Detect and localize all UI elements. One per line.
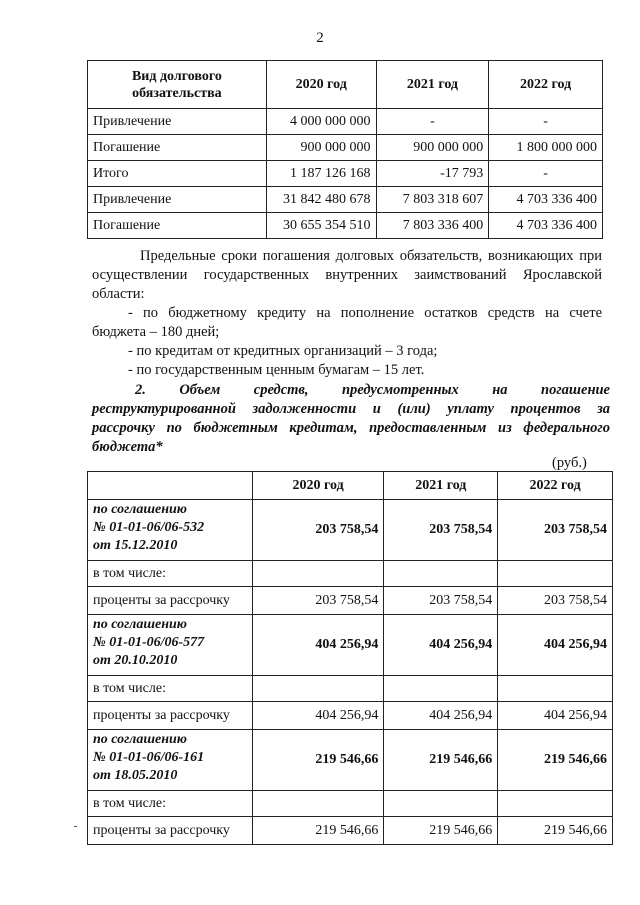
agreement-label <box>88 730 253 791</box>
table-cell: 1 187 126 168 <box>266 161 376 187</box>
table-row <box>88 213 603 239</box>
table-cell: -17 793 <box>376 161 489 187</box>
row-label: Итого <box>88 161 267 187</box>
table-cell <box>252 561 384 587</box>
table-row <box>88 730 613 791</box>
table-row <box>88 615 613 676</box>
restructured-debt-table <box>87 471 613 845</box>
row-label: Погашение <box>88 135 267 161</box>
table-cell: 404 256,94 <box>384 615 498 676</box>
column-header <box>88 472 253 500</box>
column-header: 2022 год <box>498 472 613 500</box>
list-item-line: - по бюджетному кредиту на пополнение остатков средств на счете <box>128 305 602 321</box>
agreement-line: по соглашению <box>93 617 187 632</box>
table-cell: 900 000 000 <box>266 135 376 161</box>
table-cell: - <box>489 161 603 187</box>
table-cell: 4 000 000 000 <box>266 109 376 135</box>
table-row <box>88 500 613 561</box>
table-cell: 404 256,94 <box>252 615 384 676</box>
paragraph-line: области: <box>92 286 145 302</box>
agreement-line: № 01-01-06/06-161 <box>93 750 205 765</box>
table-cell: 219 546,66 <box>498 817 613 845</box>
table-cell: - <box>489 109 603 135</box>
list-item <box>92 304 602 342</box>
table-cell: - <box>376 109 489 135</box>
table-cell: 404 256,94 <box>498 615 613 676</box>
table-cell: 404 256,94 <box>252 702 384 730</box>
column-header: Вид долгового обязательства <box>88 61 267 109</box>
table-cell: 7 803 336 400 <box>376 213 489 239</box>
table-row <box>88 109 603 135</box>
list-item: - по кредитам от кредитных организаций – 3 года; <box>128 343 438 359</box>
row-label: Привлечение <box>88 187 267 213</box>
table-cell <box>252 676 384 702</box>
deadlines-paragraph <box>92 247 602 304</box>
table-row <box>88 791 613 817</box>
agreement-line: № 01-01-06/06-577 <box>93 635 205 650</box>
agreement-line: по соглашению <box>93 502 187 517</box>
unit-label: (руб.) <box>552 455 587 471</box>
column-header: 2020 год <box>252 472 384 500</box>
table-row <box>88 676 613 702</box>
table-cell: 203 758,54 <box>252 500 384 561</box>
table-row <box>88 817 613 845</box>
table-cell <box>384 561 498 587</box>
row-label: Привлечение <box>88 109 267 135</box>
row-label: проценты за рассрочку <box>88 702 253 730</box>
agreement-line: по соглашению <box>93 732 187 747</box>
table-cell <box>252 791 384 817</box>
row-label: проценты за рассрочку <box>88 587 253 615</box>
section-heading <box>92 381 610 457</box>
table-cell: 219 546,66 <box>252 730 384 791</box>
table-header-row <box>88 472 613 500</box>
paragraph-line: Предельные сроки погашения долговых обязательств, возникающих при <box>140 248 602 264</box>
table-cell: 404 256,94 <box>498 702 613 730</box>
table-cell: 404 256,94 <box>384 702 498 730</box>
table-cell: 1 800 000 000 <box>489 135 603 161</box>
page-number: 2 <box>316 30 324 46</box>
row-label: проценты за рассрочку <box>88 817 253 845</box>
table-cell <box>498 676 613 702</box>
table-cell <box>498 791 613 817</box>
column-header: 2020 год <box>266 61 376 109</box>
heading-line: рассрочку по бюджетным кредитам, предоставленным из федерального <box>92 420 610 436</box>
table-row <box>88 135 603 161</box>
list-item-line: бюджета – 180 дней; <box>92 324 220 340</box>
table-header-row <box>88 61 603 109</box>
paragraph-line: осуществлении государственных внутренних заимствований Ярославской <box>92 267 602 283</box>
table-row <box>88 187 603 213</box>
table-cell: 203 758,54 <box>498 587 613 615</box>
scan-speck <box>74 826 77 827</box>
heading-line: бюджета* <box>92 439 163 455</box>
row-label: в том числе: <box>88 791 253 817</box>
debt-obligations-table <box>87 60 603 239</box>
table-cell <box>384 676 498 702</box>
table-row <box>88 161 603 187</box>
agreement-line: № 01-01-06/06-532 <box>93 520 205 535</box>
agreement-line: от 20.10.2010 <box>93 653 178 668</box>
table-cell: 31 842 480 678 <box>266 187 376 213</box>
agreement-label <box>88 500 253 561</box>
heading-line: реструктурированной задолженности и (или) уплату процентов за <box>92 401 610 417</box>
table-cell <box>384 791 498 817</box>
table-cell: 219 546,66 <box>384 817 498 845</box>
table-cell: 219 546,66 <box>498 730 613 791</box>
table-cell: 203 758,54 <box>384 500 498 561</box>
column-header: 2022 год <box>489 61 603 109</box>
table-cell: 219 546,66 <box>252 817 384 845</box>
heading-line: 2. Объем средств, предусмотренных на погашение <box>135 382 610 398</box>
table-cell <box>498 561 613 587</box>
table-cell: 7 803 318 607 <box>376 187 489 213</box>
table-row <box>88 702 613 730</box>
row-label: Погашение <box>88 213 267 239</box>
table-cell: 30 655 354 510 <box>266 213 376 239</box>
table-cell: 203 758,54 <box>252 587 384 615</box>
table-cell: 203 758,54 <box>498 500 613 561</box>
table-row <box>88 587 613 615</box>
table-cell: 203 758,54 <box>384 587 498 615</box>
table-cell: 4 703 336 400 <box>489 213 603 239</box>
table-cell: 900 000 000 <box>376 135 489 161</box>
table-cell: 219 546,66 <box>384 730 498 791</box>
list-item: - по государственным ценным бумагам – 15 лет. <box>128 362 425 378</box>
table-row <box>88 561 613 587</box>
row-label: в том числе: <box>88 676 253 702</box>
agreement-line: от 15.12.2010 <box>93 538 178 553</box>
row-label: в том числе: <box>88 561 253 587</box>
column-header: 2021 год <box>376 61 489 109</box>
table-cell: 4 703 336 400 <box>489 187 603 213</box>
agreement-label <box>88 615 253 676</box>
agreement-line: от 18.05.2010 <box>93 768 178 783</box>
column-header: 2021 год <box>384 472 498 500</box>
